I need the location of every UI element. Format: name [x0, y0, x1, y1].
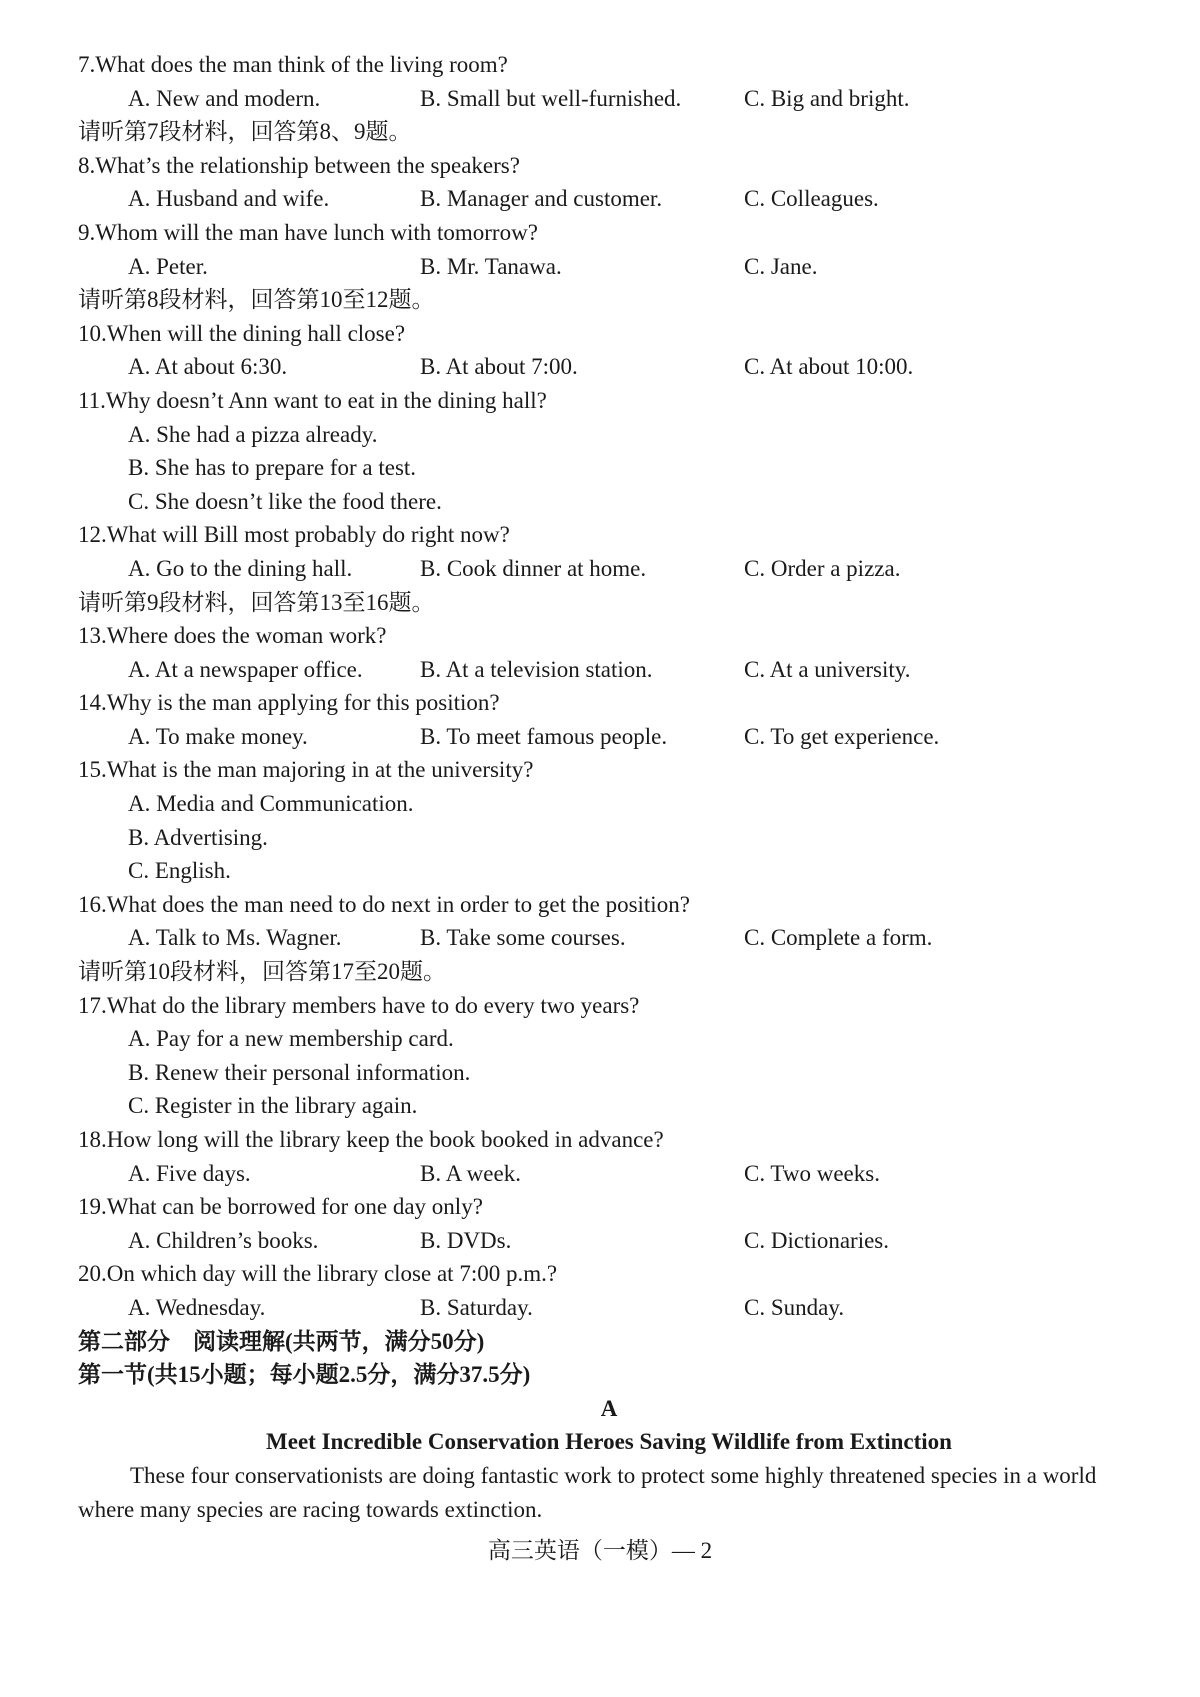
option-b: B. To meet famous people.	[420, 723, 668, 749]
options-12	[78, 552, 1140, 586]
option-a: A. Peter.	[128, 253, 208, 279]
option-a: A. Media and Communication.	[128, 791, 414, 817]
option-c: C. Order a pizza.	[744, 555, 901, 581]
section-one-heading: 第一节(共15小题；每小题2.5分，满分37.5分)	[78, 1362, 531, 1388]
option-c: C. She doesn’t like the food there.	[128, 488, 442, 514]
option-c: C. Dictionaries.	[744, 1227, 889, 1253]
option-c: C. Sunday.	[744, 1294, 845, 1320]
page-footer: 高三英语（一模）— 2	[487, 1538, 713, 1563]
options-16	[78, 921, 1140, 955]
option-b: B. A week.	[420, 1160, 521, 1186]
question-11: 11.Why doesn’t Ann want to eat in the dining hall?	[78, 387, 547, 413]
option-b: B. Small but well-furnished.	[420, 85, 682, 111]
options-7	[78, 82, 1140, 116]
question-7: 7.What does the man think of the living room?	[78, 52, 508, 77]
instruction-9: 请听第9段材料，回答第13至16题。	[78, 589, 435, 615]
options-8	[78, 182, 1140, 216]
passage-label: A	[600, 1395, 618, 1421]
part-two-heading: 第二部分 阅读理解(共两节，满分50分)	[78, 1328, 485, 1354]
passage-title: Meet Incredible Conservation Heroes Saving Wildlife from Extinction	[266, 1429, 952, 1455]
option-b: B. Manager and customer.	[420, 186, 663, 212]
option-b: B. Advertising.	[128, 824, 268, 850]
option-c: C. At about 10:00.	[744, 354, 914, 380]
option-a: A. At about 6:30.	[128, 354, 288, 380]
option-b: B. Cook dinner at home.	[420, 555, 647, 581]
option-a: A. Pay for a new membership card.	[128, 1026, 454, 1052]
option-b: B. At about 7:00.	[420, 354, 578, 380]
option-c: C. Jane.	[744, 253, 818, 279]
question-19: 19.What can be borrowed for one day only?	[78, 1194, 483, 1220]
question-20: 20.On which day will the library close at 7:00 p.m.?	[78, 1261, 558, 1287]
instruction-7: 请听第7段材料，回答第8、9题。	[78, 119, 412, 145]
instruction-8: 请听第8段材料，回答第10至12题。	[78, 287, 435, 313]
options-19	[78, 1224, 1140, 1258]
options-13	[78, 653, 1140, 687]
question-10: 10.When will the dining hall close?	[78, 320, 406, 346]
option-a: A. Go to the dining hall.	[128, 555, 353, 581]
question-17: 17.What do the library members have to do every two years?	[78, 992, 640, 1018]
options-20	[78, 1291, 1140, 1325]
option-a: A. At a newspaper office.	[128, 656, 363, 682]
option-b: B. Take some courses.	[420, 925, 626, 951]
option-c: C. At a university.	[744, 656, 911, 682]
question-14: 14.Why is the man applying for this position?	[78, 690, 500, 716]
question-8: 8.What’s the relationship between the speakers?	[78, 152, 520, 178]
options-18	[78, 1157, 1140, 1191]
option-b: B. Renew their personal information.	[128, 1059, 471, 1085]
option-a: A. Husband and wife.	[128, 186, 330, 212]
question-12: 12.What will Bill most probably do right now?	[78, 522, 510, 548]
option-b: B. Saturday.	[420, 1294, 533, 1320]
option-a: A. Wednesday.	[128, 1294, 266, 1320]
option-c: C. English.	[128, 858, 231, 884]
option-a: A. Talk to Ms. Wagner.	[128, 925, 342, 951]
option-c: C. Colleagues.	[744, 186, 879, 212]
question-13: 13.Where does the woman work?	[78, 623, 387, 649]
question-16: 16.What does the man need to do next in order to get the position?	[78, 891, 690, 917]
option-b: B. At a television station.	[420, 656, 653, 682]
option-c: C. Register in the library again.	[128, 1093, 418, 1119]
option-c: C. Complete a form.	[744, 925, 933, 951]
question-9: 9.Whom will the man have lunch with tomorrow?	[78, 219, 538, 245]
options-10	[78, 350, 1140, 384]
option-a: A. New and modern.	[128, 85, 321, 111]
instruction-10: 请听第10段材料，回答第17至20题。	[78, 959, 446, 985]
option-a: A. She had a pizza already.	[128, 421, 378, 447]
options-9	[78, 250, 1140, 284]
question-18: 18.How long will the library keep the book booked in advance?	[78, 1127, 664, 1152]
option-a: A. Children’s books.	[128, 1227, 319, 1253]
passage-intro: These four conservationists are doing fantastic work to protect some highly threatened species in a world where many species are racing towards extinction.	[78, 1462, 1097, 1522]
option-c: C. Two weeks.	[744, 1160, 880, 1186]
option-b: B. DVDs.	[420, 1227, 512, 1253]
question-15: 15.What is the man majoring in at the university?	[78, 757, 534, 783]
options-14	[78, 720, 1140, 754]
option-a: A. To make money.	[128, 723, 308, 749]
option-b: B. Mr. Tanawa.	[420, 253, 562, 279]
option-a: A. Five days.	[128, 1160, 251, 1186]
option-b: B. She has to prepare for a test.	[128, 455, 417, 481]
option-c: C. To get experience.	[744, 723, 940, 749]
option-c: C. Big and bright.	[744, 85, 910, 111]
